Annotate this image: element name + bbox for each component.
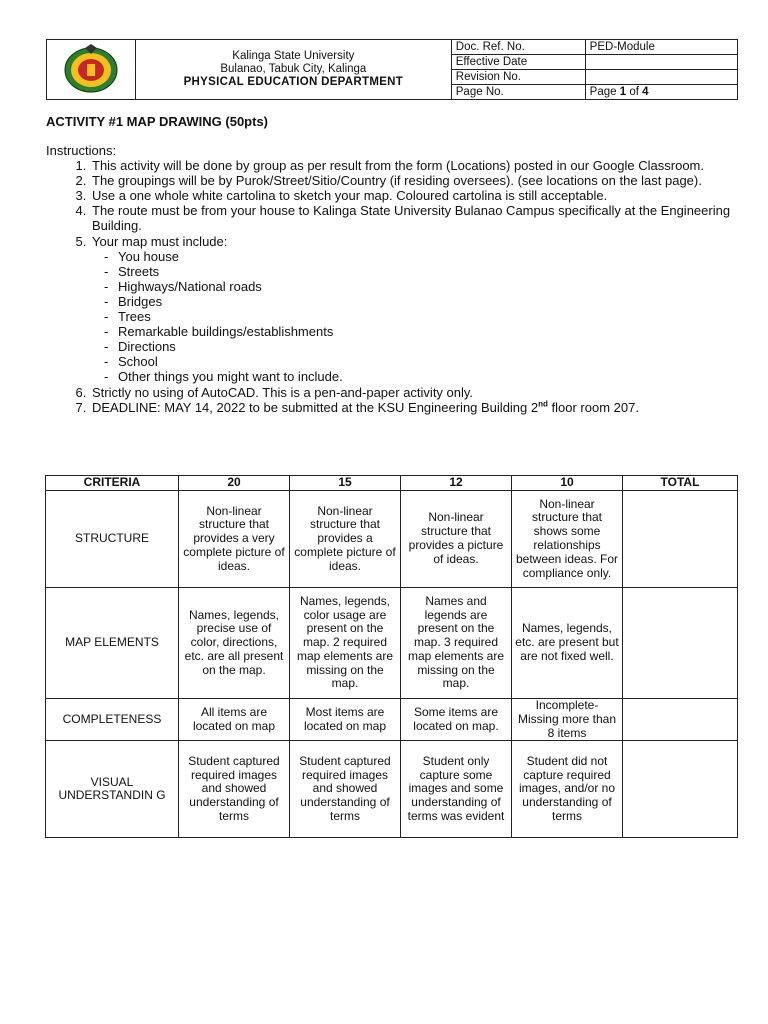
rubric-cell: Non-linear structure that provides a picture of ideas. xyxy=(401,491,512,588)
instruction-item: 6. Strictly no using of AutoCAD. This is a pen-and-paper activity only. xyxy=(90,385,736,400)
instruction-item-text: Your map must include: xyxy=(92,233,228,249)
document-header xyxy=(46,39,738,100)
rubric-criteria: MAP ELEMENTS xyxy=(46,588,179,699)
map-items-list xyxy=(92,249,736,385)
activity-title: ACTIVITY #1 MAP DRAWING (50pts) xyxy=(46,114,268,129)
rubric-header-20: 20 xyxy=(179,476,290,491)
map-item: - Bridges xyxy=(104,294,736,309)
page-label: Page No. xyxy=(451,85,585,100)
instruction-item xyxy=(90,234,736,385)
deadline-item xyxy=(90,400,736,415)
rubric-criteria: VISUAL UNDERSTANDIN G xyxy=(46,741,179,838)
rubric-criteria: COMPLETENESS xyxy=(46,699,179,741)
instruction-item: 2. The groupings will be by Purok/Street/Sitio/Country (if residing oversees). (see locations on the last page). xyxy=(90,173,736,188)
deadline-text-end: floor room 207. xyxy=(547,399,639,415)
page-mid: of xyxy=(626,85,643,98)
rubric-header-total: TOTAL xyxy=(623,476,738,491)
instruction-item: 3. Use a one whole white cartolina to sketch your map. Coloured cartolina is still acceptable. xyxy=(90,188,736,203)
rubric-cell: Non-linear structure that shows some relationships between ideas. For compliance only. xyxy=(512,491,623,588)
map-item: - Trees xyxy=(104,309,736,324)
table-row xyxy=(46,741,738,838)
rubric-total xyxy=(623,741,738,838)
rubric-cell: Most items are located on map xyxy=(290,699,401,741)
department-name: PHYSICAL EDUCATION DEPARTMENT xyxy=(183,76,404,88)
revision-value xyxy=(585,70,737,85)
page-total: 4 xyxy=(642,85,649,98)
rubric-header-12: 12 xyxy=(401,476,512,491)
rubric-header-criteria: CRITERIA xyxy=(46,476,179,491)
map-item: - Streets xyxy=(104,264,736,279)
map-item: - Directions xyxy=(104,339,736,354)
rubric-cell: Non-linear structure that provides a very complete picture of ideas. xyxy=(179,491,290,588)
rubric-cell: Some items are located on map. xyxy=(401,699,512,741)
map-item: - You house xyxy=(104,249,736,264)
page-prefix: Page xyxy=(589,85,620,98)
logo-cell xyxy=(47,40,136,100)
instructions-label: Instructions: xyxy=(46,143,117,158)
university-seal-icon xyxy=(59,42,123,94)
rubric-cell: All items are located on map xyxy=(179,699,290,741)
rubric-cell: Student did not capture required images, and/or no understanding of terms xyxy=(512,741,623,838)
rubric-cell: Non-linear structure that provides a complete picture of ideas. xyxy=(290,491,401,588)
doc-ref-value: PED-Module xyxy=(585,40,737,55)
rubric-cell: Incomplete- Missing more than 8 items xyxy=(512,699,623,741)
page-value xyxy=(585,85,737,100)
rubric-header-10: 10 xyxy=(512,476,623,491)
rubric-cell: Student captured required images and showed understanding of terms xyxy=(290,741,401,838)
page-current: 1 xyxy=(619,85,627,98)
map-item: - School xyxy=(104,354,736,369)
effective-date-value xyxy=(585,55,737,70)
table-row xyxy=(46,491,738,588)
university-name: Kalinga State University xyxy=(232,50,355,62)
instruction-item: 4. The route must be from your house to Kalinga State University Bulanao Campus specifically at the Engineering Building. xyxy=(90,203,736,233)
rubric-criteria: STRUCTURE xyxy=(46,491,179,588)
instruction-item: 1. This activity will be done by group as per result from the form (Locations) posted in our Google Classroom. xyxy=(90,158,736,173)
rubric-cell: Student captured required images and showed understanding of terms xyxy=(179,741,290,838)
rubric-total xyxy=(623,491,738,588)
doc-ref-label: Doc. Ref. No. xyxy=(451,40,585,55)
rubric-header-row xyxy=(46,476,738,491)
instructions-section xyxy=(46,143,736,415)
rubric-header-15: 15 xyxy=(290,476,401,491)
table-row xyxy=(46,699,738,741)
effective-date-label: Effective Date xyxy=(451,55,585,70)
rubric-cell: Student only capture some images and some understanding of terms was evident xyxy=(401,741,512,838)
table-row xyxy=(46,588,738,699)
rubric-table xyxy=(45,475,738,838)
rubric-total xyxy=(623,588,738,699)
revision-label: Revision No. xyxy=(451,70,585,85)
rubric-total xyxy=(623,699,738,741)
rubric-cell: Names, legends, color usage are present on the map. 2 required map elements are missing on the map. xyxy=(290,588,401,699)
map-item: - Other things you might want to include. xyxy=(104,369,736,384)
map-item: - Remarkable buildings/establishments xyxy=(104,324,736,339)
rubric-cell: Names and legends are present on the map. 3 required map elements are missing on the map. xyxy=(401,588,512,699)
rubric-cell: Names, legends, etc. are present but are not fixed well. xyxy=(512,588,623,699)
header-center xyxy=(135,40,451,100)
deadline-sup: nd xyxy=(538,399,548,409)
deadline-text: DEADLINE: MAY 14, 2022 to be submitted at the KSU Engineering Building 2 xyxy=(92,399,539,415)
rubric-cell: Names, legends, precise use of color, directions, etc. are all present on the map. xyxy=(179,588,290,699)
map-item: - Highways/National roads xyxy=(104,279,736,294)
instructions-list xyxy=(46,158,736,415)
university-address: Bulanao, Tabuk City, Kalinga xyxy=(220,63,367,75)
